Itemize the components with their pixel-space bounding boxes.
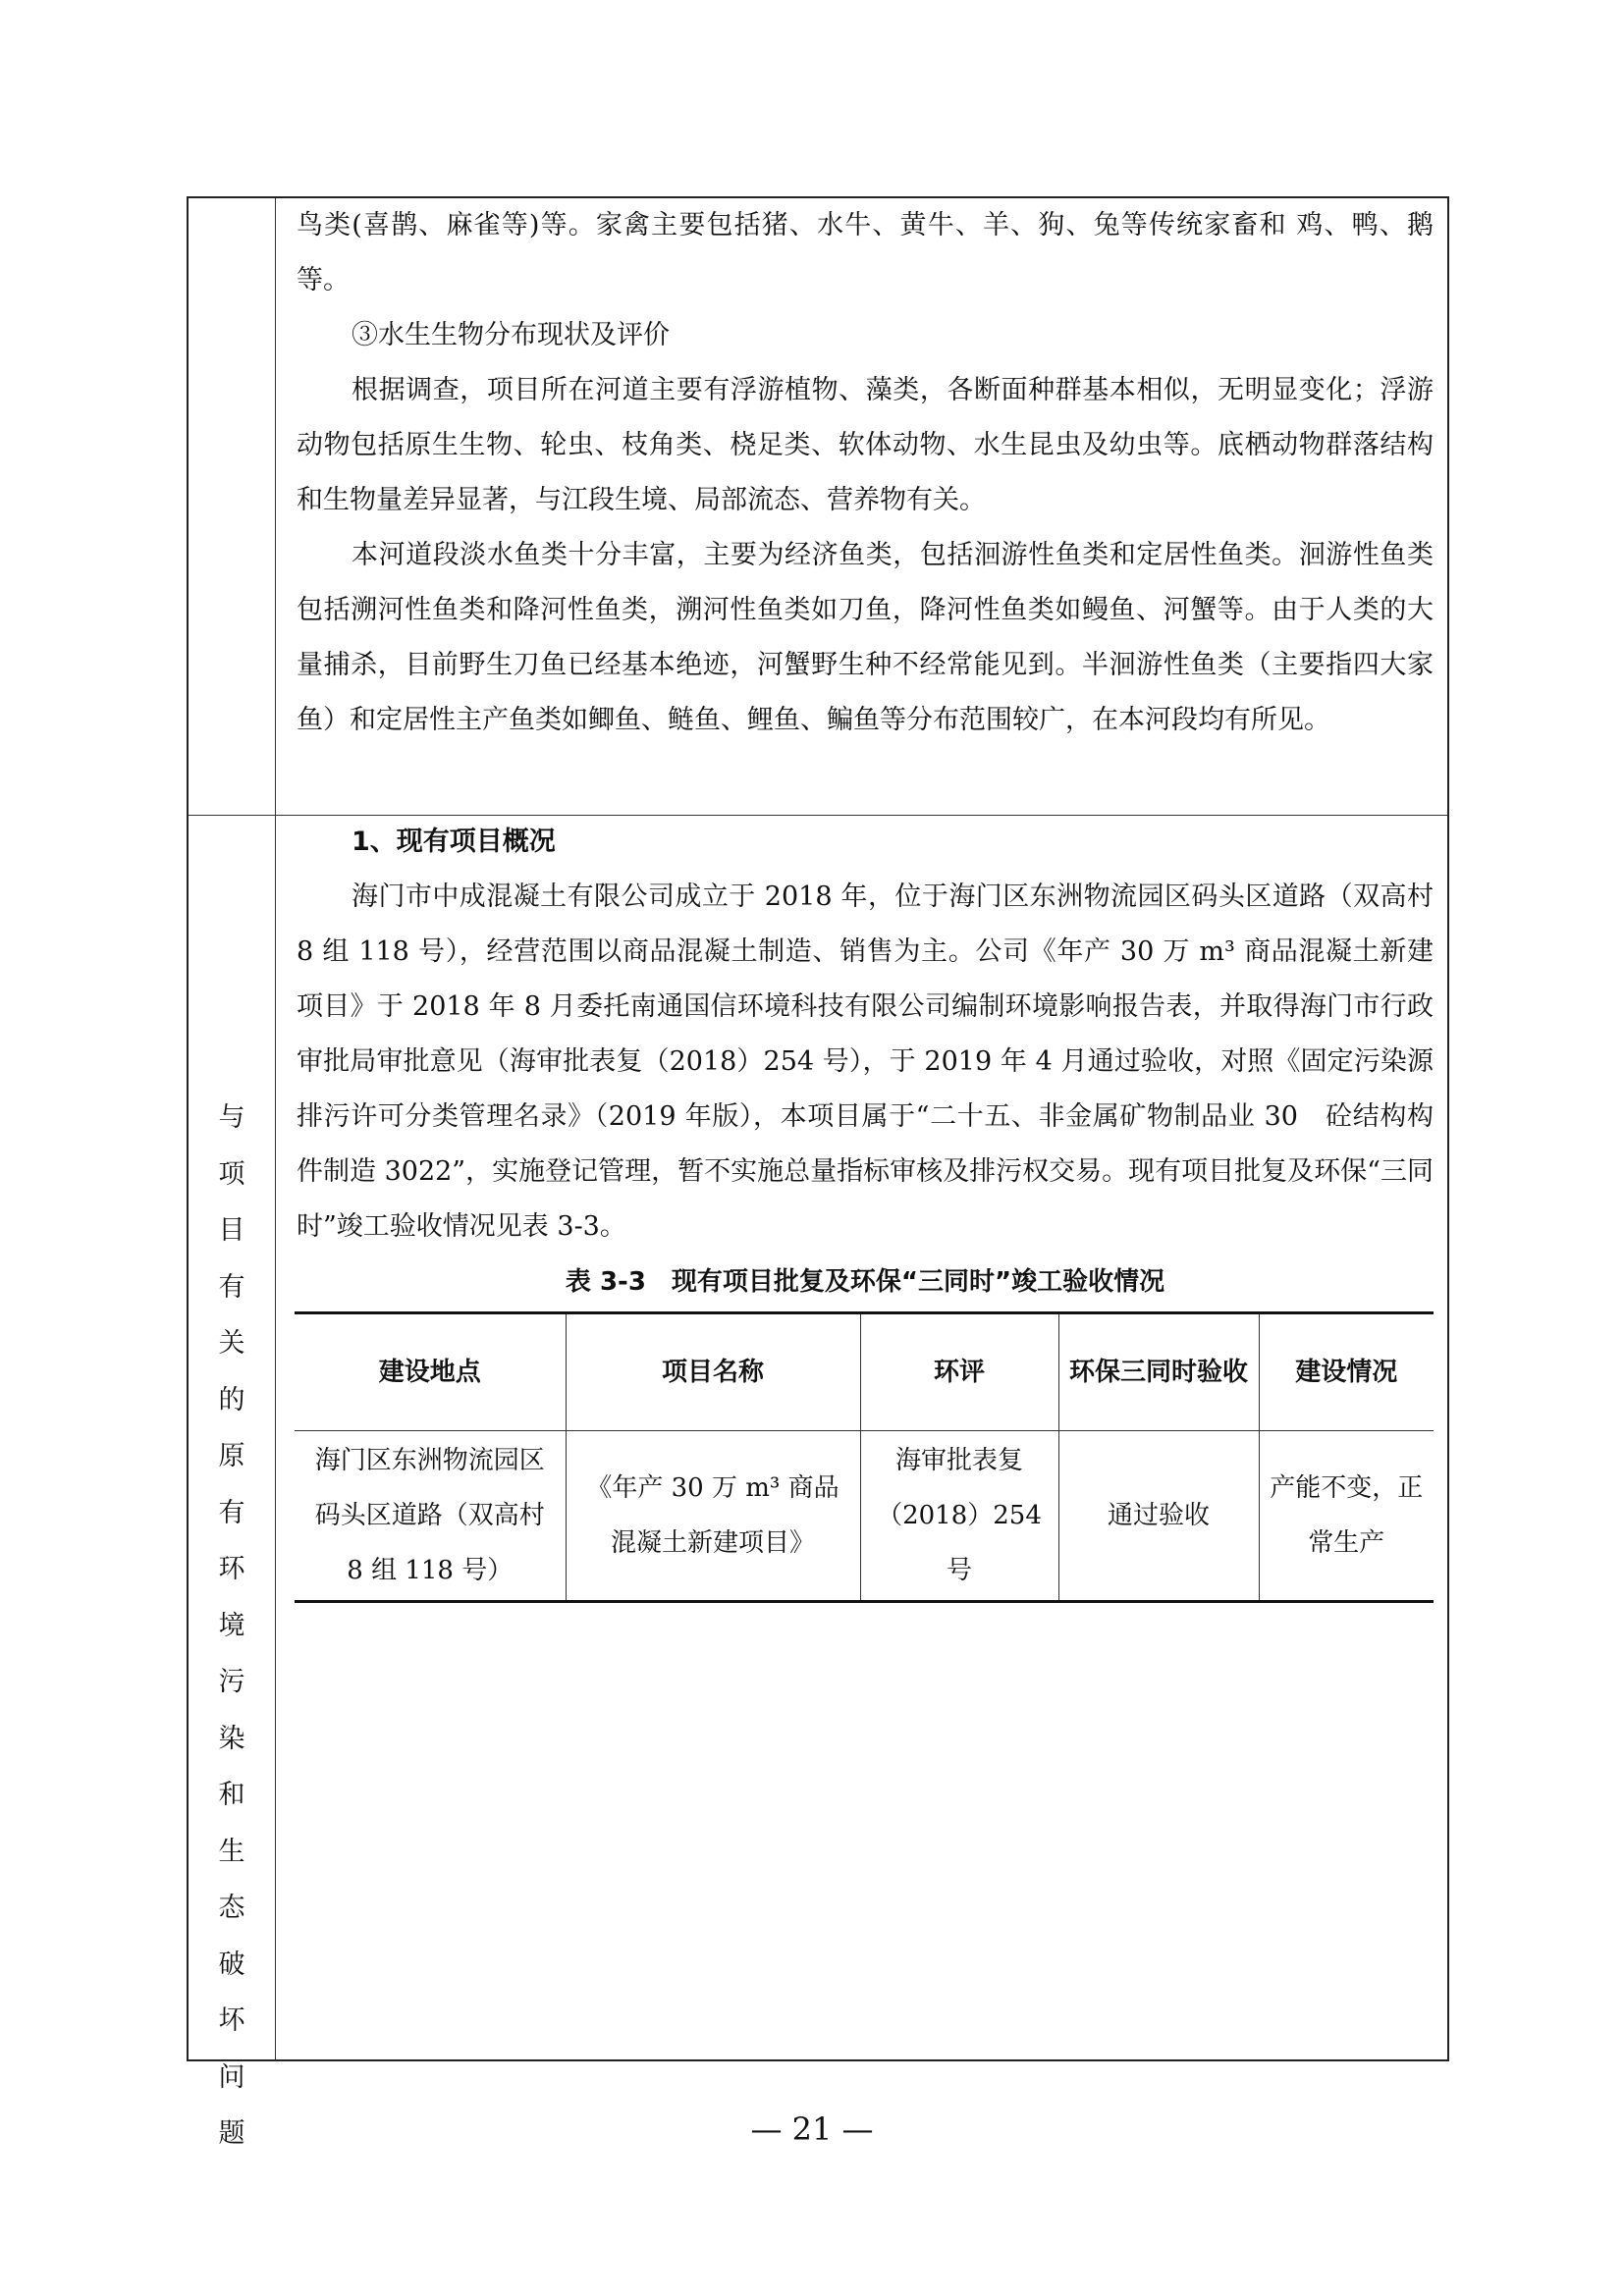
paragraph-fish: 本河道段淡水鱼类十分丰富，主要为经济鱼类，包括洄游性鱼类和定居性鱼类。洄游性鱼类包括溯河性鱼类和降河性鱼类，溯河性鱼类如刀鱼，降河性鱼类如鳗鱼、河蟹等。由于人类的大量捕杀，目前野生刀鱼已经基本绝迹，河蟹野生种不经常能见到。半洄游性鱼类（主要指四大家鱼）和定居性主产鱼类如鲫鱼、鲢鱼、鲤鱼、鳊鱼等分布范围较广，在本河段均有所见。 xyxy=(297,540,1434,735)
header-project-name: 项目名称 xyxy=(566,1313,860,1431)
table-caption: 表 3-3 现有项目批复及环保“三同时”竣工验收情况 xyxy=(565,1267,1165,1297)
cell-project-name: 《年产 30 万 m³ 商品混凝土新建项目》 xyxy=(566,1431,860,1602)
side-char: 关 xyxy=(218,1328,245,1359)
section-side-label xyxy=(189,1090,275,2163)
side-char: 境 xyxy=(218,1610,245,1641)
side-char: 与 xyxy=(218,1102,245,1133)
side-char: 坏 xyxy=(218,2005,245,2036)
cell-eia: 海审批表复（2018）254 号 xyxy=(860,1431,1058,1602)
paragraph-plankton: 根据调查，项目所在河道主要有浮游植物、藻类，各断面种群基本相似，无明显变化；浮游动物包括原生生物、轮虫、枝角类、桡足类、软体动物、水生昆虫及幼虫等。底栖动物群落结构和生物量差异显著，与江段生境、局部流态、营养物有关。 xyxy=(297,375,1434,515)
header-location: 建设地点 xyxy=(378,1358,481,1387)
page-number: — 21 — xyxy=(750,2110,874,2148)
section-heading: 1、现有项目概况 xyxy=(352,827,556,857)
existing-project-section xyxy=(297,815,1434,1603)
column-divider xyxy=(275,198,276,2059)
side-char: 的 xyxy=(218,1384,245,1415)
side-char: 项 xyxy=(218,1158,245,1190)
side-char: 有 xyxy=(218,1271,245,1303)
header-acceptance: 环保三同时验收 xyxy=(1058,1313,1259,1431)
side-char: 有 xyxy=(218,1497,245,1528)
cell-acceptance: 通过验收 xyxy=(1058,1431,1259,1602)
header-status: 建设情况 xyxy=(1259,1313,1434,1431)
paragraph-birds-livestock: 鸟类(喜鹊、麻雀等)等。家禽主要包括猪、水牛、黄牛、羊、狗、兔等传统家畜和 鸡、鸭、鹅等。 xyxy=(297,210,1434,295)
side-char: 和 xyxy=(218,1780,245,1810)
side-char: 环 xyxy=(218,1554,245,1584)
side-char: 染 xyxy=(218,1723,245,1754)
table-row xyxy=(295,1431,1434,1602)
approval-table xyxy=(295,1311,1434,1603)
cell-location: 海门区东洲物流园区码头区道路（双高村 8 组 118 号） xyxy=(314,1446,545,1585)
side-char: 态 xyxy=(218,1893,245,1923)
side-char: 题 xyxy=(218,2118,245,2149)
paragraph-project-overview: 海门市中成混凝土有限公司成立于 2018 年，位于海门区东洲物流园区码头区道路（双高村 8 组 118 号），经营范围以商品混凝土制造、销售为主。公司《年产 30 万 m³ 商品混凝土新建项目》于 2018 年 8 月委托南通国信环境科技有限公司编制环境影响报告表，并取得海门市行政审批局审批意见（海审批表复（2018）254 号），于 2019 年 4 月通过验收，对照《固定污染源排污许可分类管理名录》（2019 年版），本项目属于“二十五、非金属矿物制品业 30 砼结构构件制造 3022”，实施登记管理，暂不实施总量指标审核及排污权交易。现有项目批复及环保“三同时”竣工验收情况见表 3-3。 xyxy=(297,881,1434,1242)
side-char: 问 xyxy=(218,2061,245,2093)
header-eia: 环评 xyxy=(860,1313,1058,1431)
side-char: 污 xyxy=(218,1667,245,1697)
side-char: 目 xyxy=(218,1215,245,1246)
side-char: 生 xyxy=(218,1836,245,1867)
ecology-section xyxy=(297,198,1434,748)
side-char: 破 xyxy=(218,1949,245,1980)
table-header-row xyxy=(295,1313,1434,1431)
side-char: 原 xyxy=(218,1441,245,1471)
subheading-aquatic: ③水生生物分布现状及评价 xyxy=(352,320,670,350)
cell-status: 产能不变，正常生产 xyxy=(1259,1431,1434,1602)
